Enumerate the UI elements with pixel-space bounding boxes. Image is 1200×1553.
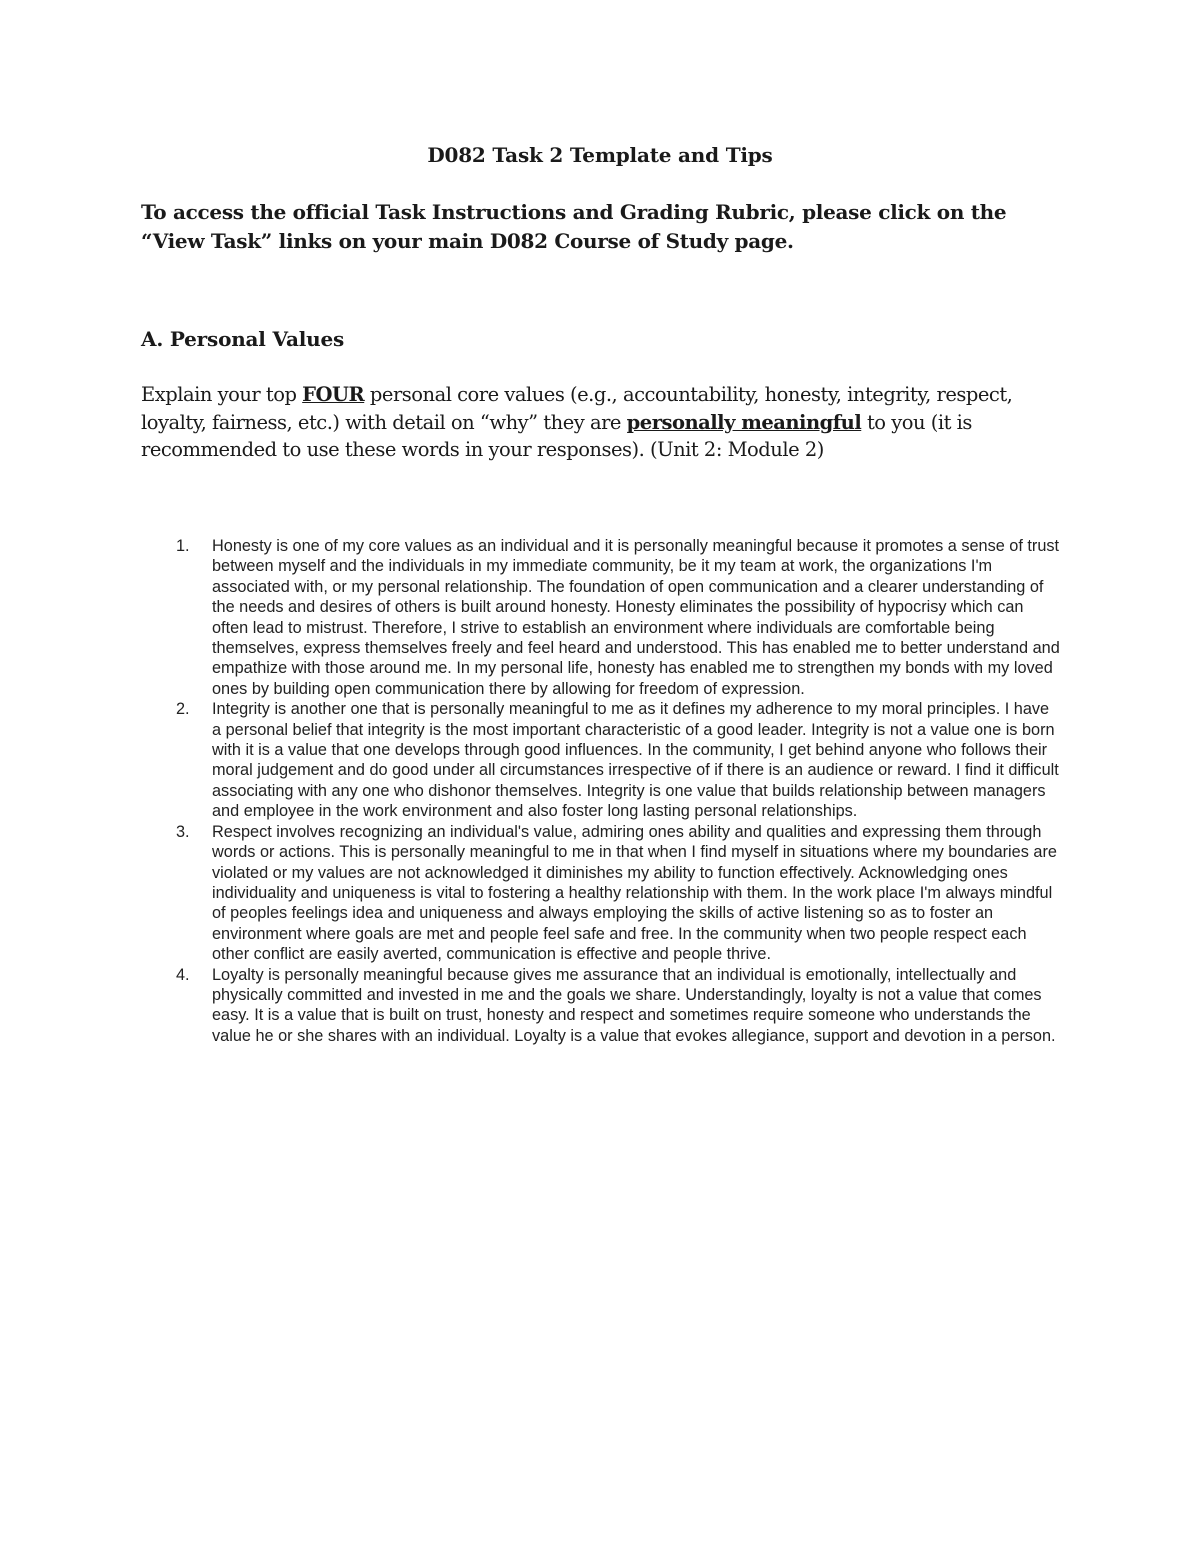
answer-text: Integrity is another one that is personally meaningful to me as it defines my adherence to my moral principles. I have a personal belief that integrity is the most important characteristic of a good leader. Integrity is not a value one is born with it is a value that one develops through good influences. In the community, I get behind anyone who follows their moral judgement and do good under all circumstances irrespective of if there is an audience or reward. I find it difficult associating with any one who dishonor themselves. Integrity is one value that builds relationship between managers and employee in the work environment and also foster long lasting personal relationships. [212,700,1059,821]
answer-text: Respect involves recognizing an individual's value, admiring ones ability and qualities and expressing them through words or actions. This is personally meaningful to me in that when I find myself in situations where my boundaries are violated or my values are not acknowledged it diminishes my ability to function effectively. Acknowledging ones individuality and uniqueness is vital to fostering a healthy relationship with them. In the work place I'm always mindful of peoples feelings idea and uniqueness and always employing the skills of active listening so as to foster an environment where goals are met and people feel safe and free. In the community when two people respect each other conflict are easily averted, communication is effective and people thrive. [212,822,1057,964]
answer-number: 3. [176,822,190,841]
answer-item-loyalty [0,965,1200,1047]
prompt-text-part3: to you (it is recommended to use these words in your responses). (Unit 2: Module 2) [141,410,972,461]
prompt-text-part1: Explain your top [141,383,303,406]
access-instructions-note: To access the official Task Instructions and Grading Rubric, please click on the “View Task” links on your main D082 Course of Study page. [141,200,1007,253]
answer-item-respect [0,822,1200,965]
answers-list [0,536,1200,1046]
answer-item-integrity [0,699,1200,821]
answer-text: Loyalty is personally meaningful because gives me assurance that an individual is emotionally, intellectually and physically committed and invested in me and the goals we share. Understandingly, loyalty is not a value that comes easy. It is a value that is built on trust, honesty and respect and sometimes require someone who understands the value he or she shares with an individual. Loyalty is a value that evokes allegiance, support and devotion in a person. [212,965,1056,1045]
prompt-text-part2: personal core values (e.g., accountability, honesty, integrity, respect, loyalty, fairness, etc.) with detail on “why” they are [141,383,1013,434]
section-prompt [141,381,1051,464]
document-title: D082 Task 2 Template and Tips [427,143,773,167]
prompt-emphasis-personally-meaningful: personally meaningful [626,410,862,434]
answer-text: Honesty is one of my core values as an individual and it is personally meaningful because it promotes a sense of trust between myself and the individuals in my immediate community, be it my team at work, the organizations I'm associated with, or my personal relationship. The foundation of open communication and a clearer understanding of the needs and desires of others is built around honesty. Honesty eliminates the possibility of hypocrisy which can often lead to mistrust. Therefore, I strive to establish an environment where individuals are comfortable being themselves, express themselves freely and feel heard and understood. This has enabled me to better understand and empathize with those around me. In my personal life, honesty has enabled me to strengthen my bonds with my loved ones by building open communication there by allowing for freedom of expression. [212,537,1060,698]
answer-number: 4. [176,965,190,984]
answer-number: 1. [176,537,190,555]
answer-item-honesty [0,536,1200,699]
answer-number: 2. [176,700,190,719]
section-heading-personal-values: A. Personal Values [141,327,345,351]
prompt-emphasis-four: FOUR [302,383,365,406]
